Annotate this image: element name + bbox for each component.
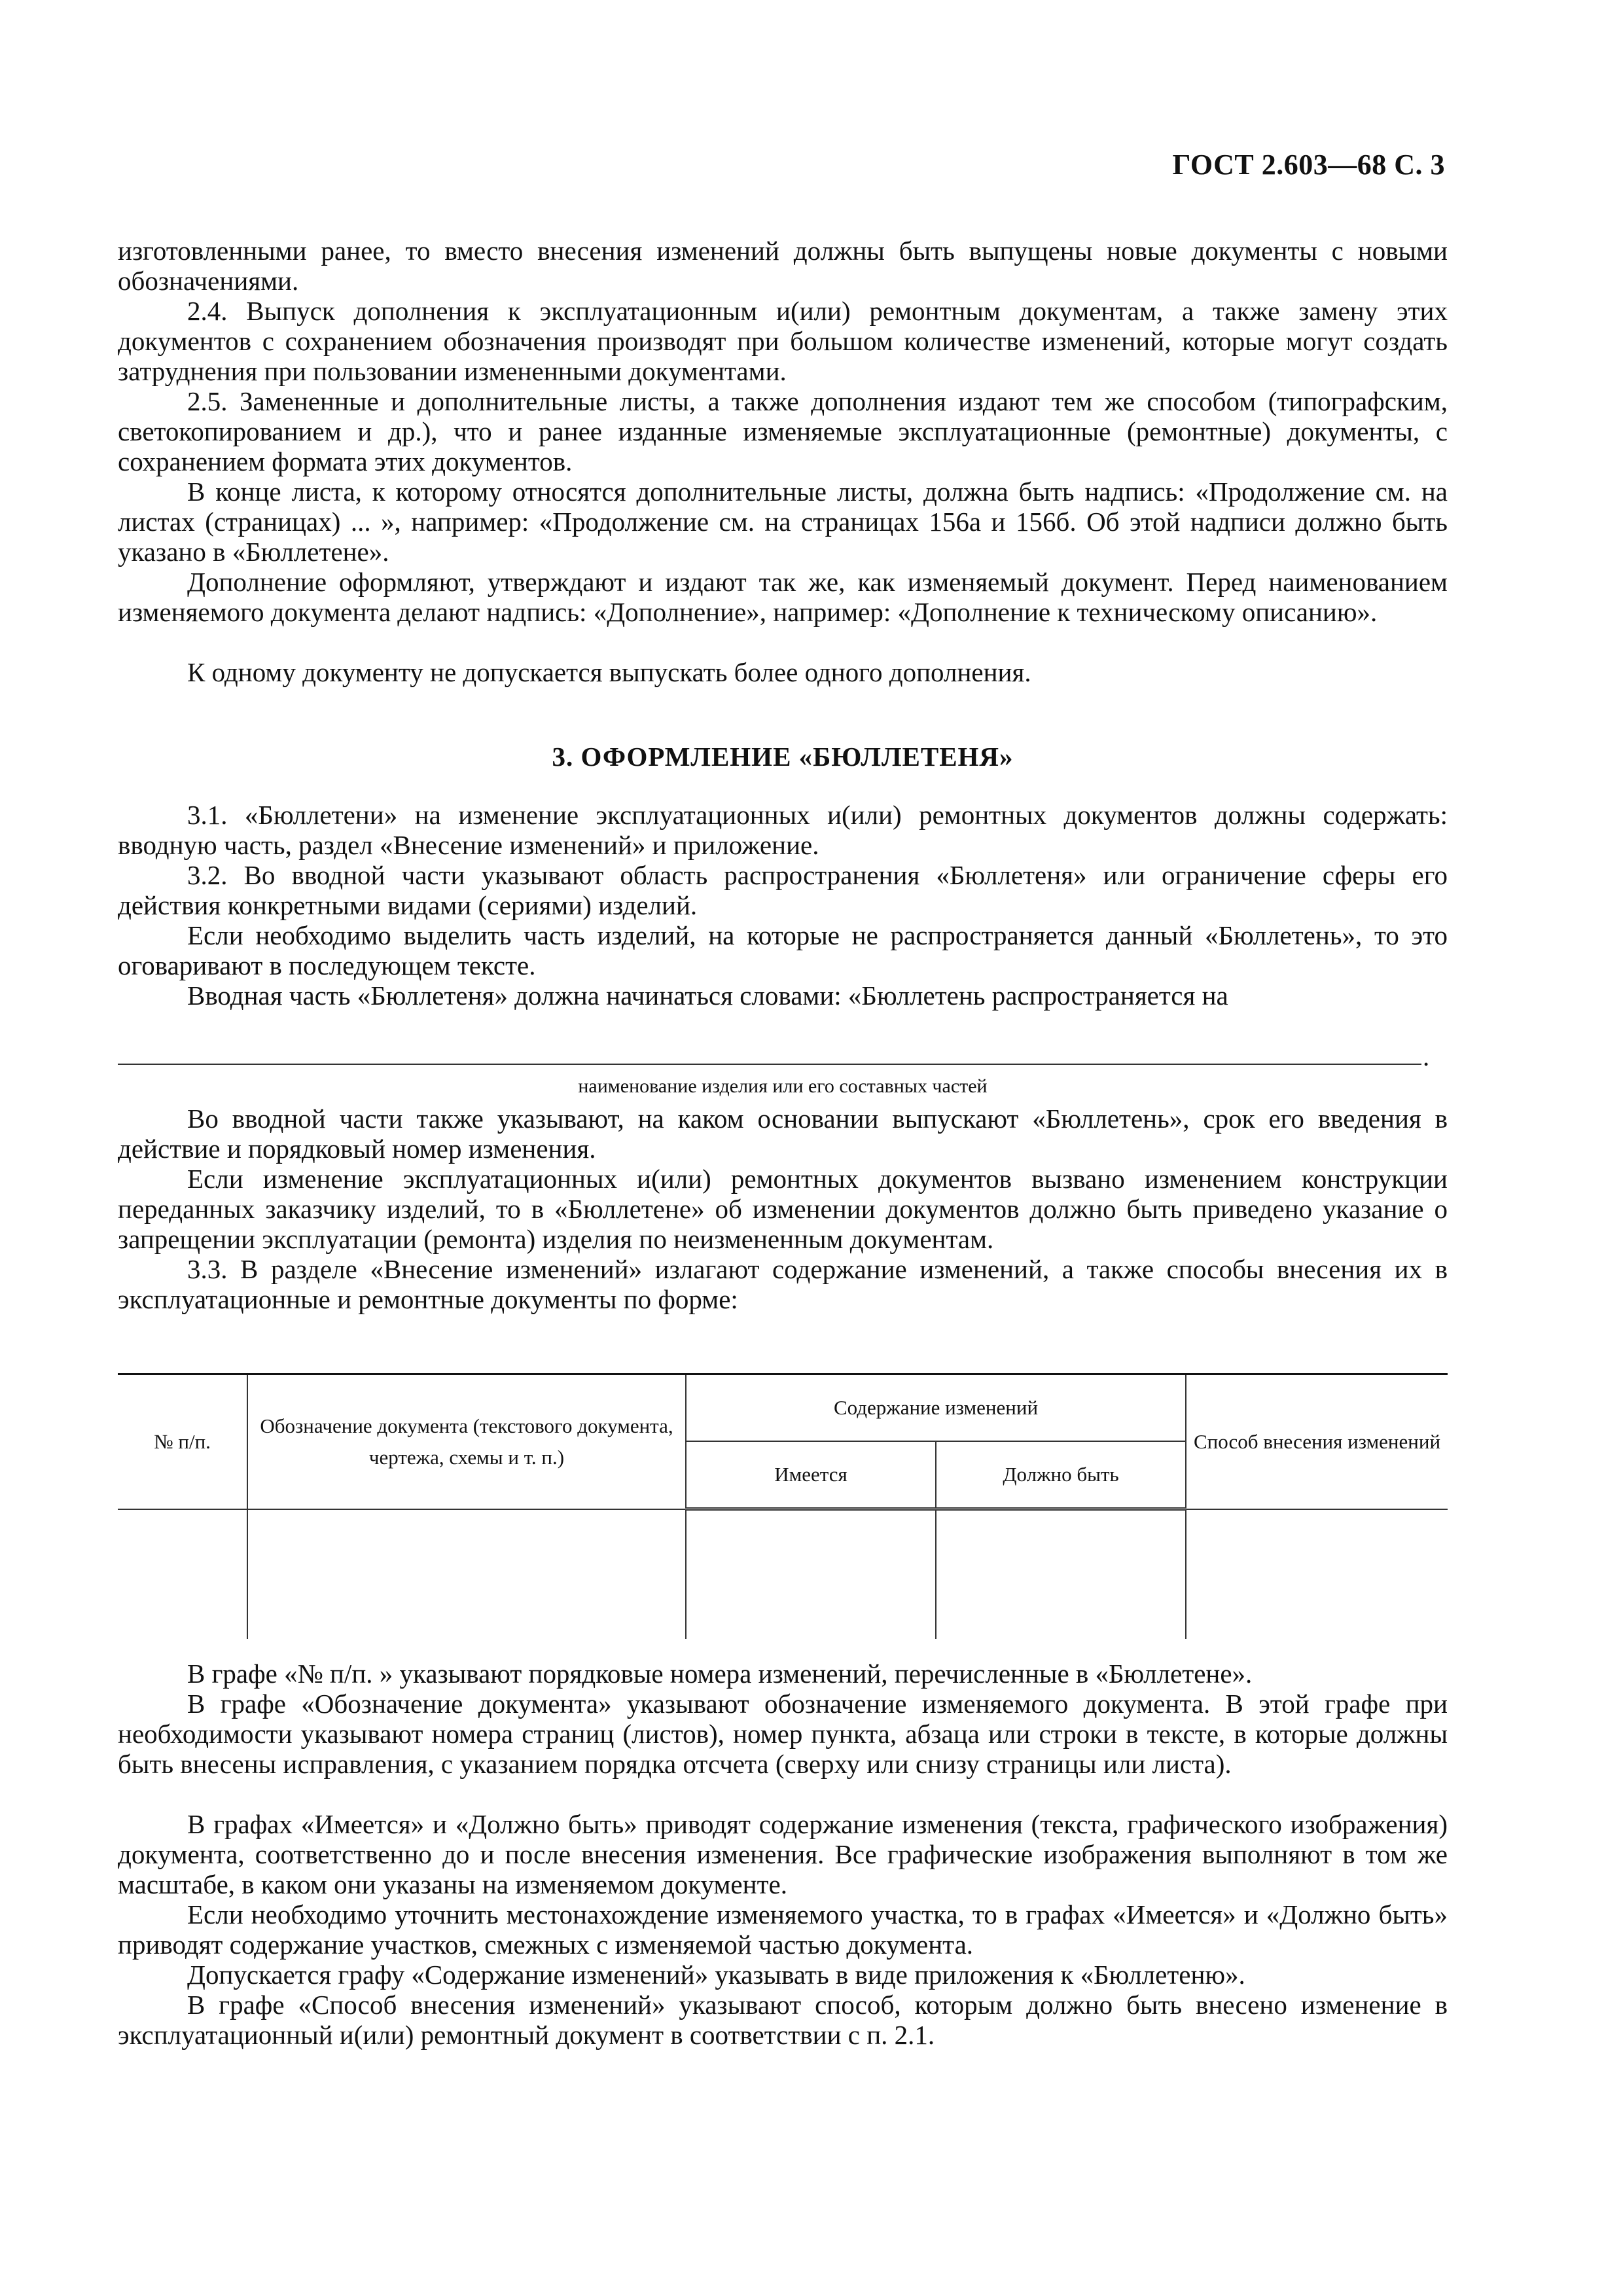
table-cell [936,1509,1186,1640]
table-cell [247,1509,686,1640]
paragraph-col-document: В графе «Обозначение документа» указывают обозначение изменяемого документа. В этой графе при необходимости указывают номера страниц (листов), номер пункта, абзаца или строки в тексте, в которые должны быть внесены исправления, с указанием порядка отсчета (сверху или снизу страницы или листа). [118,1689,1448,1779]
paragraph-col-number: В графе «№ п/п. » указывают порядковые номера изменений, перечисленные в «Бюллетене». [187,1659,1253,1689]
paragraph-exclude-items: Если необходимо выделить часть изделий, на которые не распространяется данный «Бюллетень», то это оговаривают в последующем тексте. [118,920,1448,980]
paragraph-2-4: 2.4. Выпуск дополнения к эксплуатационным и(или) ремонтным документам, а также замену этих документов с сохранением обозначения производят при большом количестве изменений, которые могут создать затруднения при пользовании измененными документами. [118,296,1448,386]
paragraph-appendix: Допускается графу «Содержание изменений» указывать в виде приложения к «Бюллетеню». [187,1960,1245,1990]
col-header-document: Обозначение документа (текстового документа, чертежа, схемы и т. п.) [247,1374,686,1509]
paragraph-adjacent-areas: Если необходимо уточнить местонахождение изменяемого участка, то в графах «Имеется» и «Должно быть» приводят содержание участков, смежных с изменяемой частью документа. [118,1899,1448,1960]
col-header-number: № п/п. [118,1374,247,1509]
paragraph-3-1: 3.1. «Бюллетени» на изменение эксплуатационных и(или) ремонтных документов должны содержать: вводную часть, раздел «Внесение изменений» и приложение. [118,800,1448,860]
table-cell [1186,1509,1448,1640]
paragraph-continuation-note: В конце листа, к которому относятся дополнительные листы, должна быть надпись: «Продолжение см. на листах (страницах) ... », например: «Продолжение см. на страницах 156а и 156б. Об этой надписи должно быть указано в «Бюллетене». [118,476,1448,567]
paragraph-3-3: 3.3. В разделе «Внесение изменений» излагают содержание изменений, а также способы внесения их в эксплуатационные и ремонтные документы по форме: [118,1254,1448,1314]
paragraph-3-2: 3.2. Во вводной части указывают область распространения «Бюллетеня» или ограничение сферы его действия конкретными видами (сериями) изделий. [118,860,1448,920]
fill-in-caption: наименование изделия или его составных частей [578,1075,988,1097]
paragraph-2-5: 2.5. Замененные и дополнительные листы, а также дополнения издают тем же способом (типографским, светокопированием и др.), что и ранее изданные изменяемые эксплуатационные (ремонтные) документы, с сохранением формата этих документов. [118,386,1448,476]
paragraph-supplement: Дополнение оформляют, утверждают и издают так же, как изменяемый документ. Перед наименованием изменяемого документа делают надпись: «Дополнение», например: «Дополнение к техническому описанию». [118,567,1448,627]
col-header-has: Имеется [686,1441,936,1509]
paragraph-one-supplement: К одному документу не допускается выпускать более одного дополнения. [187,657,1031,687]
paragraph-intro-words: Вводная часть «Бюллетеня» должна начинаться словами: «Бюллетень распространяется на [187,980,1228,1011]
fill-in-line [118,1064,1421,1065]
section-3-heading: 3. ОФОРМЛЕНИЕ «БЮЛЛЕТЕНЯ» [552,742,1014,772]
paragraph-intro-basis: Во вводной части также указывают, на каком основании выпускают «Бюллетень», срок его введения в действие и порядковый номер изменения. [118,1103,1448,1164]
paragraph-col-has-should: В графах «Имеется» и «Должно быть» приводят содержание изменения (текста, графического изображения) документа, соответственно до и после внесения изменения. Все графические изображения выполняют в том же масштабе, в каком они указаны на изменяемом документе. [118,1809,1448,1899]
table-cell [118,1509,247,1640]
col-header-should-be: Должно быть [936,1441,1186,1509]
changes-form-table [118,1373,1448,1639]
col-header-method: Способ внесения изменений [1186,1374,1448,1509]
fill-in-line-end: . [1423,1041,1430,1071]
paragraph-continuation: изготовленными ранее, то вместо внесения изменений должны быть выпущены новые документы с новыми обозначениями. [118,236,1448,296]
page-header: ГОСТ 2.603—68 С. 3 [1172,149,1445,181]
paragraph-col-method: В графе «Способ внесения изменений» указывают способ, которым должно быть внесено изменение в эксплуатационный и(или) ремонтный документ в соответствии с п. 2.1. [118,1990,1448,2050]
table-cell [686,1509,936,1640]
paragraph-design-change: Если изменение эксплуатационных и(или) ремонтных документов вызвано изменением конструкции переданных заказчику изделий, то в «Бюллетене» об изменении документов должно быть приведено указание о запрещении эксплуатации (ремонта) изделия по неизмененным документам. [118,1164,1448,1254]
col-header-content: Содержание изменений [686,1374,1186,1442]
